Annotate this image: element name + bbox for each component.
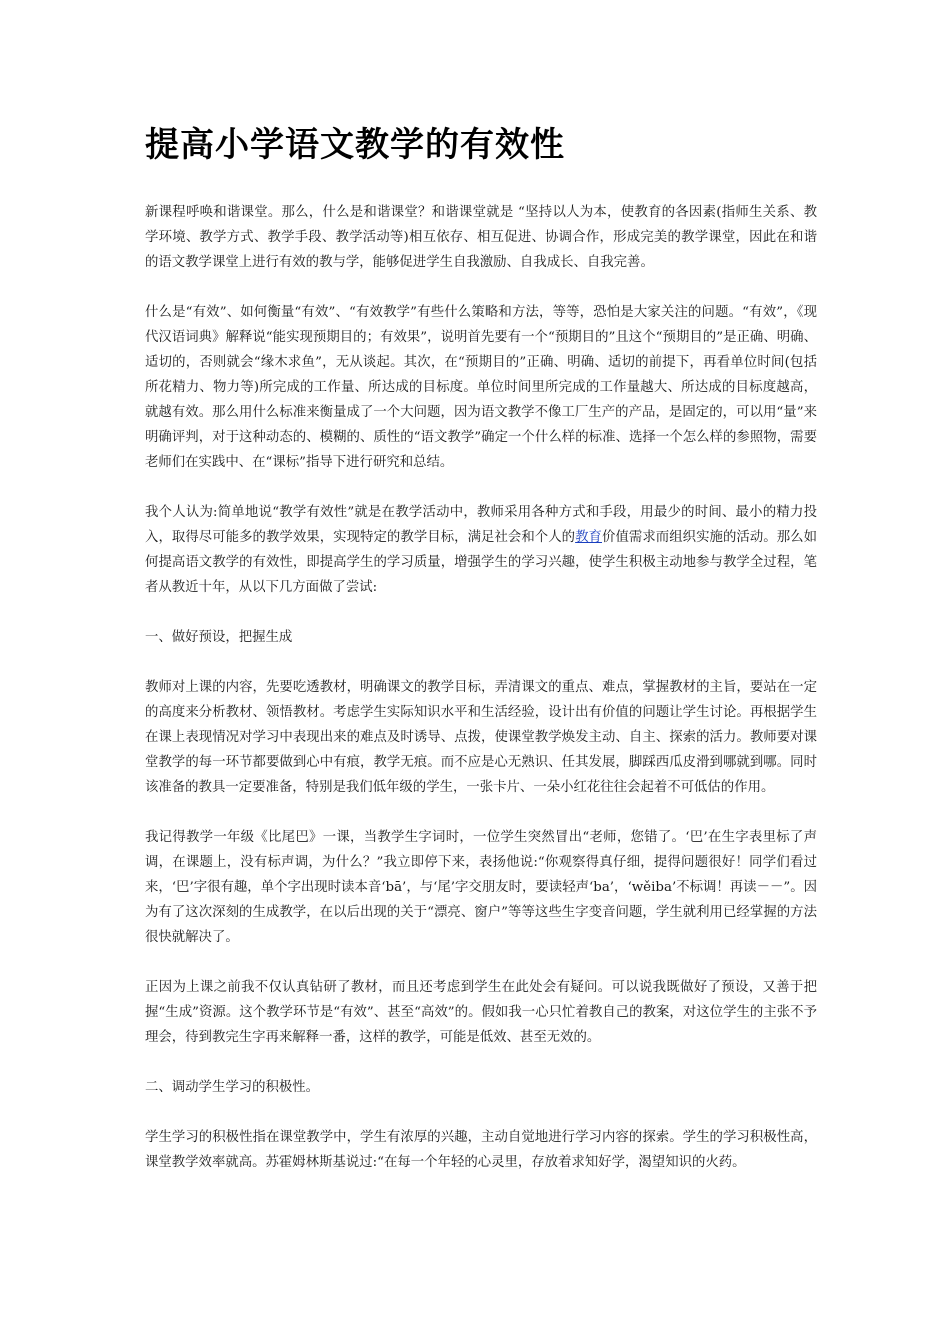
paragraph-intro: 新课程呼唤和谐课堂。那么，什么是和谐课堂？和谐课堂就是 “坚持以人为本，使教育的各因素(指师生关系、教学环境、教学方式、教学手段、教学活动等)相互依存、相互促进、协调合作，形成完美的教学课堂，因此在和谐的语文教学课堂上进行有效的教与学，能够促进学生自我激励、自我成长、自我完善。: [145, 205, 817, 270]
paragraph-motivation: 学生学习的积极性指在课堂教学中，学生有浓厚的兴趣，主动自觉地进行学习内容的探索。学生的学习积极性高，课堂教学效率就高。苏霍姆林斯基说过:“在每一个年轻的心灵里，存放着求知好学，渴望知识的火药。: [145, 1130, 817, 1170]
paragraph-example: 我记得教学一年级《比尾巴》一课，当教学生字词时，一位学生突然冒出“老师，您错了。‘巴’在生字表里标了声调，在课题上，没有标声调，为什么？”我立即停下来，表扬他说:“你观察得真仔细，提得问题很好！同学们看过来，‘巴’字很有趣，单个字出现时读本音‘bā’，与‘尾’字交朋友时，要读轻声‘ba’，‘wěiba’不标调！再读－－”。因为有了这次深刻的生成教学，在以后出现的关于“漂亮、窗户”等等这些生字变音问题，学生就利用已经掌握的方法很快就解决了。: [145, 830, 817, 945]
paragraph-opinion-text-start: 我个人认为:简单地说“教学有效性”就是在教学活动中，教师采用各种方式和手段，用最少的时间、最小的精力投入，取得尽可能多的教学效果，实现特定的教学目标，满足社会和个人的: [145, 505, 817, 545]
paragraph-opinion-text-end: 价值需求而组织实施的活动。那么如何提高语文教学的有效性，即提高学生的学习质量，增强学生的学习兴趣，使学生积极主动地参与教学全过程，笔者从教近十年，从以下几方面做了尝试:: [145, 530, 818, 595]
paragraph-reflection: 正因为上课之前我不仅认真钻研了教材，而且还考虑到学生在此处会有疑问。可以说我既做好了预设，又善于把握“生成”资源。这个教学环节是“有效”、甚至“高效”的。假如我一心只忙着教自己的教案，对这位学生的主张不予理会，待到教完生字再来解释一番，这样的教学，可能是低效、甚至无效的。: [145, 980, 817, 1045]
document-title: 提高小学语文教学的有效性: [145, 125, 565, 165]
paragraph-definition: 什么是“有效”、如何衡量“有效”、“有效教学”有些什么策略和方法，等等，恐怕是大家关注的问题。“有效”，《现代汉语词典》解释说“能实现预期目的；有效果”，说明首先要有一个“预期目的”且这个“预期目的”是正确、明确、适切的，否则就会“缘木求鱼”，无从谈起。其次，在“预期目的”正确、明确、适切的前提下，再看单位时间(包括所花精力、物力等)所完成的工作量、所达成的目标度。单位时间里所完成的工作量越大、所达成的目标度越高，就越有效。那么用什么标准来衡量成了一个大问题，因为语文教学不像工厂生产的产品，是固定的，可以用“量”来明确评判，对于这种动态的、模糊的、质性的“语文教学”确定一个什么样的标准、选择一个怎么样的参照物，需要老师们在实践中、在“课标”指导下进行研究和总结。: [145, 305, 817, 470]
paragraph-preparation: 教师对上课的内容，先要吃透教材，明确课文的教学目标，弄清课文的重点、难点，掌握教材的主旨，要站在一定的高度来分析教材、领悟教材。考虑学生实际知识水平和生活经验，设计出有价值的问题让学生讨论。再根据学生在课上表现情况对学习中表现出来的难点及时诱导、点拨，使课堂教学焕发主动、自主、探索的活力。教师要对课堂教学的每一环节都要做到心中有痕，教学无痕。而不应是心无熟识、任其发展，脚踩西瓜皮滑到哪就到哪。同时该准备的教具一定要准备，特别是我们低年级的学生，一张卡片、一朵小红花往往会起着不可低估的作用。: [145, 680, 817, 795]
education-link[interactable]: 教育: [575, 530, 602, 545]
section-heading-1: 一、做好预设，把握生成: [145, 630, 293, 645]
paragraph-opinion: [145, 500, 817, 600]
section-heading-2: 二、调动学生学习的积极性。: [145, 1080, 320, 1095]
document-page: [145, 122, 817, 1200]
